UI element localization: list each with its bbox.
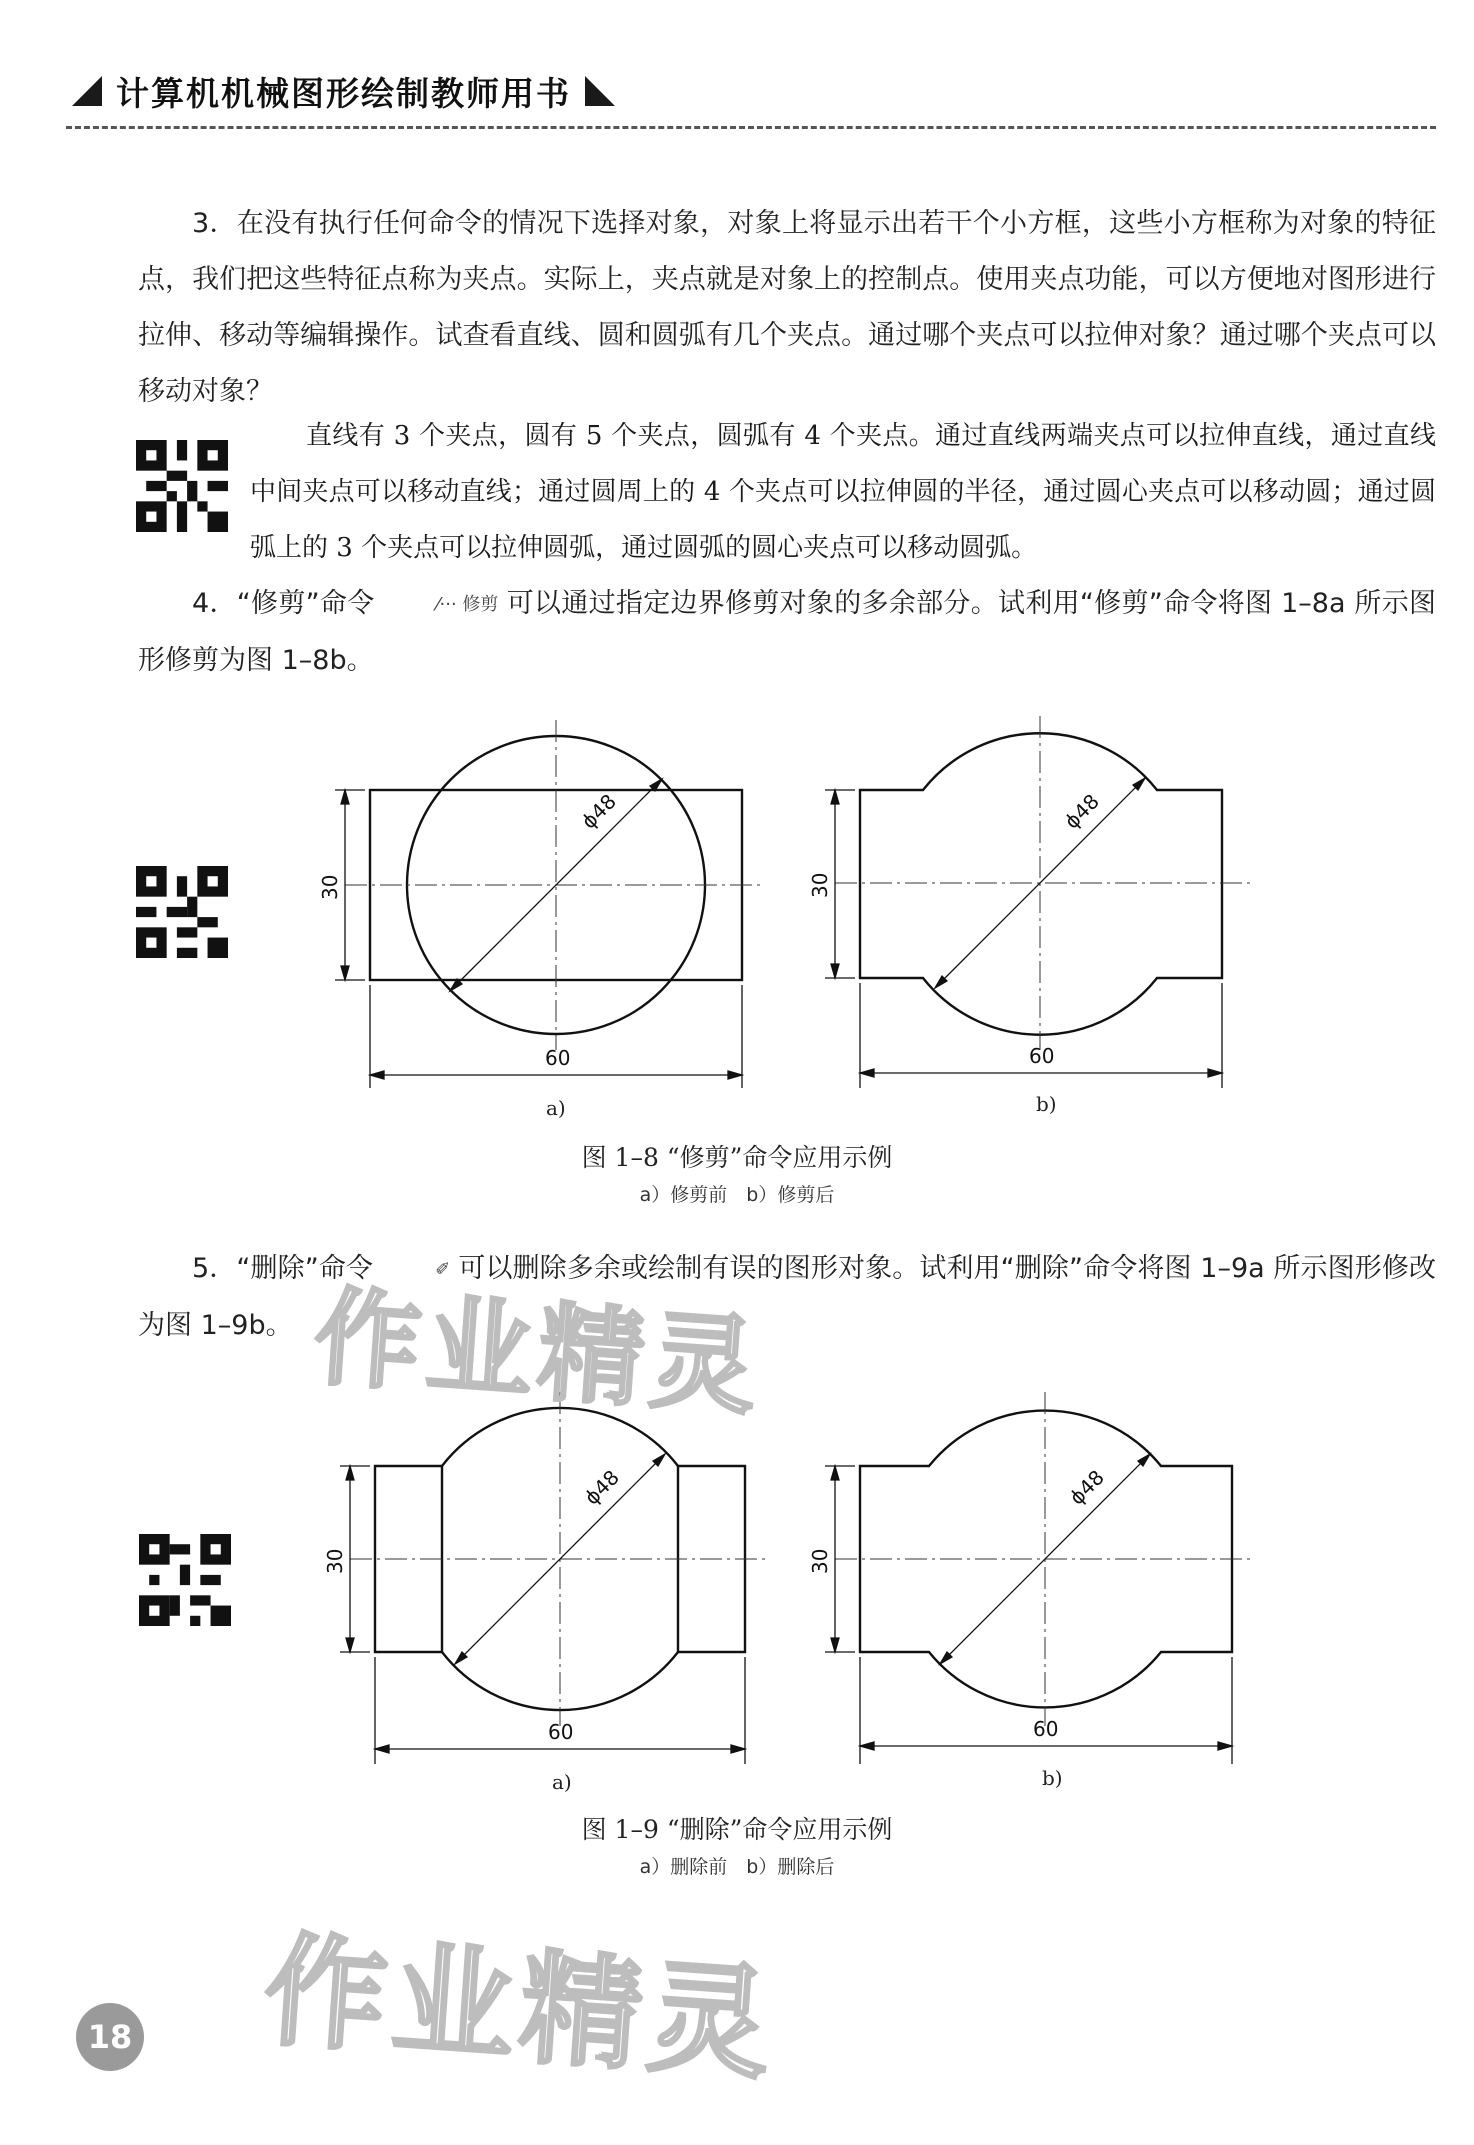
figure-1-8-caption: 图 1–8 “修剪”命令应用示例 — [581, 1143, 893, 1172]
figure-1-9b-label: b) — [1042, 1766, 1063, 1790]
figure-1-8-subcaption: a）修剪前 b）修剪后 — [639, 1184, 835, 1206]
qr-code-icon[interactable] — [136, 440, 228, 532]
header-left-triangle-icon — [72, 76, 102, 106]
eraser-icon: ✐ — [435, 1258, 451, 1280]
trim-icon-label: 修剪 — [462, 593, 499, 615]
question-3-answer: 直线有 3 个夹点，圆有 5 个夹点，圆弧有 4 个夹点。通过直线两端夹点可以拉伸直线，通过直线中间夹点可以移动直线；通过圆周上的 4 个夹点可以拉伸圆的半径，通过圆心夹点可以移动圆；通过圆弧上的 3 个夹点可以拉伸圆弧，通过圆弧的圆心夹点可以移动圆弧。 — [250, 421, 1436, 563]
question-4-text — [138, 576, 1436, 689]
qr-code-icon[interactable] — [139, 1534, 231, 1626]
figure-1-9a-drawing — [310, 1386, 770, 1776]
figure-1-9-subcaption: a）删除前 b）删除后 — [639, 1856, 835, 1878]
header-dashed-rule — [66, 126, 1436, 129]
width-label: 60 — [548, 1720, 574, 1744]
page-header — [72, 66, 615, 116]
header-right-triangle-icon — [585, 76, 615, 106]
question-5-text-before: 5．“删除”命令 — [192, 1253, 374, 1284]
qr-code-icon[interactable] — [136, 866, 228, 958]
watermark-text: 作业精灵 — [310, 1275, 767, 1430]
width-label: 60 — [1029, 1044, 1055, 1068]
diameter-label: ϕ48 — [579, 1465, 624, 1510]
book-title: 计算机机械图形绘制教师用书 — [116, 73, 571, 113]
question-3-text: 3．在没有执行任何命令的情况下选择对象，对象上将显示出若干个小方框，这些小方框称为对象的特征点，我们把这些特征点称为夹点。实际上，夹点就是对象上的控制点。使用夹点功能，可以方便地对图形进行拉伸、移动等编辑操作。试查看直线、圆和圆弧有几个夹点。通过哪个夹点可以拉伸对象？通过哪个夹点可以移动对象？ — [138, 208, 1436, 407]
width-label: 60 — [545, 1046, 571, 1070]
trim-icon: ⁄··· 修剪 — [436, 593, 499, 615]
watermark-text: 作业精灵 — [259, 1919, 781, 2097]
figure-1-8b-drawing — [795, 710, 1255, 1100]
figure-1-8a-label: a) — [546, 1096, 566, 1120]
height-label: 30 — [318, 874, 342, 900]
diameter-label: ϕ48 — [576, 789, 621, 834]
question-4-text-before: 4．“修剪”命令 — [192, 588, 375, 619]
figure-1-9b-drawing — [795, 1386, 1255, 1776]
figure-1-9a-label: a) — [552, 1770, 572, 1794]
figure-1-8b-label: b) — [1036, 1092, 1057, 1116]
height-label: 30 — [808, 1548, 832, 1574]
figure-1-9-caption: 图 1–9 “删除”命令应用示例 — [581, 1815, 893, 1844]
question-4-text-after: 可以通过指定边界修剪对象的多余部分。试利用“修剪”命令将图 1–8a 所示图形修剪为图 1–8b。 — [138, 588, 1436, 676]
question-5-text-after: 可以删除多余或绘制有误的图形对象。试利用“删除”命令将图 1–9a 所示图形修改为图 1–9b。 — [138, 1253, 1437, 1341]
width-label: 60 — [1033, 1717, 1059, 1741]
diameter-label: ϕ48 — [1064, 1465, 1109, 1510]
diameter-label: ϕ48 — [1059, 789, 1104, 834]
page-number: 18 — [76, 2003, 144, 2071]
figure-1-8a-drawing — [305, 710, 765, 1100]
height-label: 30 — [808, 872, 832, 898]
height-label: 30 — [323, 1548, 347, 1574]
trimmed-outline-shape — [860, 733, 1222, 1034]
